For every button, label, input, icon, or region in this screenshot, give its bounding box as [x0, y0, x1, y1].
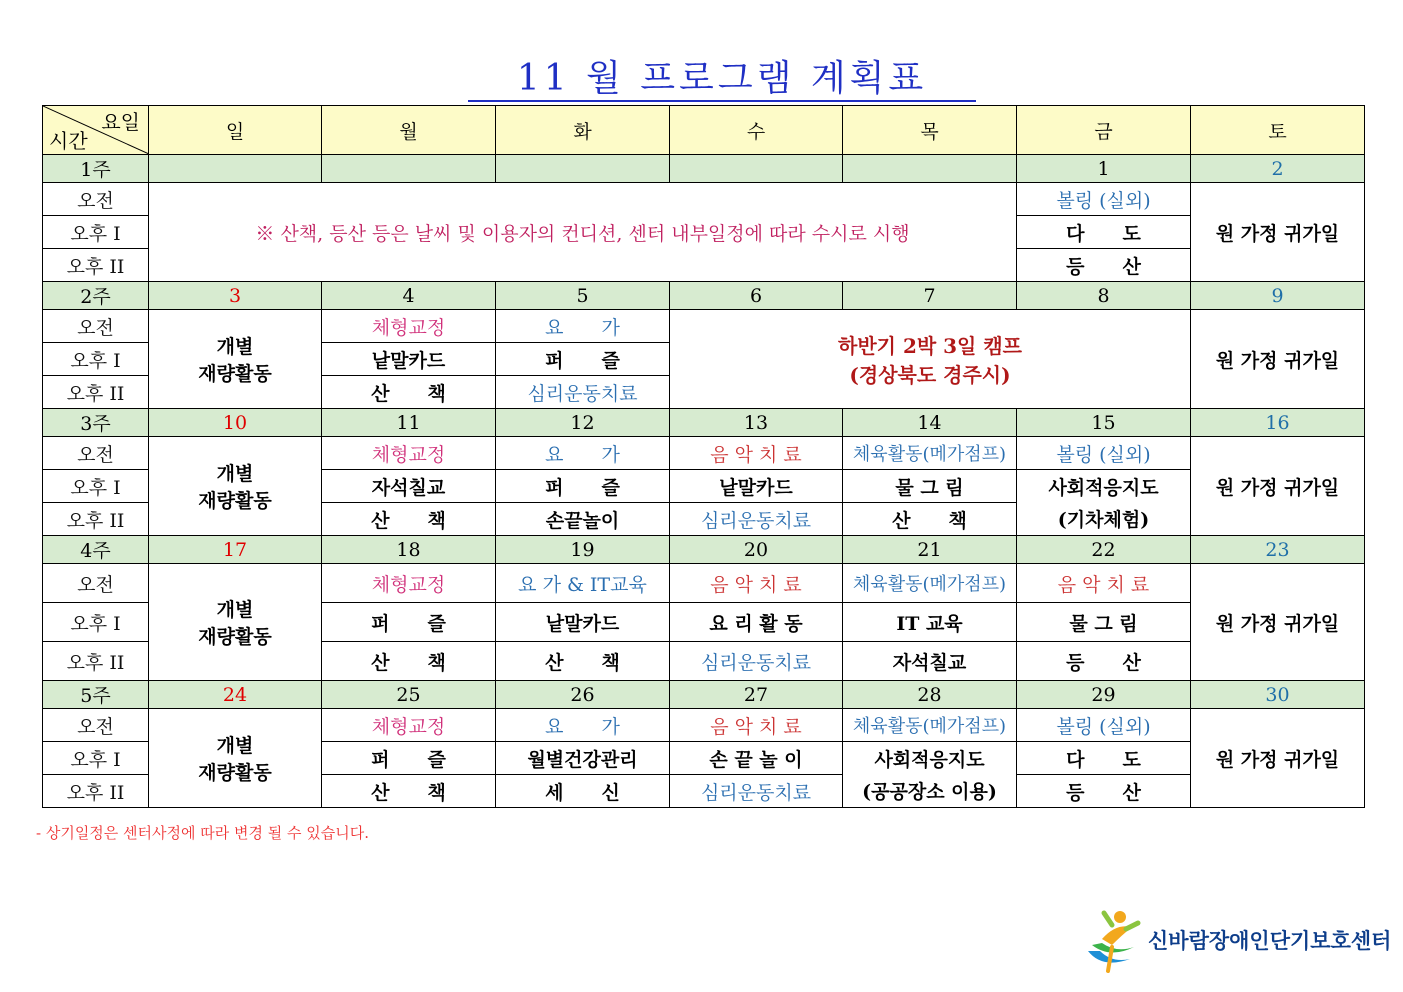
activity-cell: 심리운동치료	[670, 503, 843, 536]
activity-cell: 볼링 (실외)	[1017, 437, 1191, 470]
cell-line: 재량활동	[198, 626, 272, 648]
slot-pm2: 오후 II	[43, 249, 149, 282]
corner-day-label: 요일	[101, 110, 140, 134]
date-cell: 23	[1191, 536, 1365, 564]
activity-cell: 요 가	[496, 437, 670, 470]
footnote: - 상기일정은 센터사정에 따라 변경 될 수 있습니다.	[36, 824, 370, 842]
day-header-row	[43, 106, 1365, 155]
activity-cell: 체육활동(메가점프)	[843, 709, 1017, 742]
activity-cell: 산 책	[322, 775, 496, 808]
cell-line: 개별	[216, 336, 254, 358]
date-cell: 16	[1191, 409, 1365, 437]
date-cell: 10	[149, 409, 322, 437]
week-row-2	[43, 282, 1365, 310]
activity-cell: 심리운동치료	[670, 642, 843, 681]
individual-activity-cell	[149, 310, 322, 409]
date-cell: 26	[496, 681, 670, 709]
activity-cell: (기차체험)	[1017, 503, 1191, 536]
home-return-cell: 원 가정 귀가일	[1191, 709, 1365, 808]
date-cell: 17	[149, 536, 322, 564]
date-cell: 12	[496, 409, 670, 437]
week-label: 1주	[43, 155, 149, 183]
activity-cell: 볼링 (실외)	[1017, 183, 1191, 216]
date-cell: 11	[322, 409, 496, 437]
date-cell: 9	[1191, 282, 1365, 310]
day-thu: 목	[843, 106, 1017, 155]
day-tue: 화	[496, 106, 670, 155]
page-title: 11 월 프로그램 계획표	[516, 58, 928, 99]
title-underline	[468, 100, 976, 102]
activity-cell: 퍼 즐	[322, 603, 496, 642]
activity-cell: 물 그 림	[843, 470, 1017, 503]
activity-cell: (공공장소 이용)	[843, 775, 1017, 808]
activity-cell: 심리운동치료	[670, 775, 843, 808]
date-cell: 29	[1017, 681, 1191, 709]
cell-line: 개별	[216, 735, 254, 757]
activity-cell: 음 악 치 료	[670, 437, 843, 470]
activity-cell: 다 도	[1017, 742, 1191, 775]
activity-cell: 체육활동(메가점프)	[843, 564, 1017, 603]
activity-cell: 체형교정	[322, 709, 496, 742]
date-cell: 27	[670, 681, 843, 709]
activity-cell: 산 책	[322, 642, 496, 681]
slot-am: 오전	[43, 183, 149, 216]
slot-am: 오전	[43, 709, 149, 742]
activity-cell: 음 악 치 료	[1017, 564, 1191, 603]
date-cell	[496, 155, 670, 183]
activity-cell: 등 산	[1017, 642, 1191, 681]
date-cell: 25	[322, 681, 496, 709]
activity-cell: 세 신	[496, 775, 670, 808]
date-cell: 21	[843, 536, 1017, 564]
activity-cell: 낱말카드	[670, 470, 843, 503]
individual-activity-cell	[149, 437, 322, 536]
slot-am: 오전	[43, 564, 149, 603]
slot-pm1: 오후 I	[43, 603, 149, 642]
logo-figure-icon	[1082, 905, 1148, 975]
date-cell: 5	[496, 282, 670, 310]
date-cell: 14	[843, 409, 1017, 437]
slot-pm2: 오후 II	[43, 376, 149, 409]
activity-cell: 요 가 & IT교육	[496, 564, 670, 603]
individual-activity-cell	[149, 709, 322, 808]
date-cell: 24	[149, 681, 322, 709]
activity-cell: 음 악 치 료	[670, 709, 843, 742]
home-return-cell: 원 가정 귀가일	[1191, 564, 1365, 681]
individual-activity-cell	[149, 564, 322, 681]
week-row-3	[43, 409, 1365, 437]
slot-am: 오전	[43, 437, 149, 470]
cell-line: (경상북도 경주시)	[849, 363, 1011, 387]
date-cell: 18	[322, 536, 496, 564]
activity-cell: 월별건강관리	[496, 742, 670, 775]
activity-cell: 낱말카드	[496, 603, 670, 642]
week-row-5	[43, 681, 1365, 709]
date-cell: 19	[496, 536, 670, 564]
date-cell: 15	[1017, 409, 1191, 437]
activity-cell: 체형교정	[322, 310, 496, 343]
date-cell: 6	[670, 282, 843, 310]
activity-cell: 퍼 즐	[322, 742, 496, 775]
slot-pm2: 오후 II	[43, 503, 149, 536]
cell-line: 개별	[216, 599, 254, 621]
date-cell	[843, 155, 1017, 183]
activity-cell: 사회적응지도	[1017, 470, 1191, 503]
activity-cell: 산 책	[843, 503, 1017, 536]
activity-cell: 손끝놀이	[496, 503, 670, 536]
activity-cell: 등 산	[1017, 775, 1191, 808]
slot-am: 오전	[43, 310, 149, 343]
slot-pm1: 오후 I	[43, 470, 149, 503]
activity-cell: 요 가	[496, 709, 670, 742]
activity-cell: 음 악 치 료	[670, 564, 843, 603]
cell-line: 재량활동	[198, 490, 272, 512]
schedule-table	[42, 105, 1365, 808]
camp-cell	[670, 310, 1191, 409]
activity-cell: 등 산	[1017, 249, 1191, 282]
activity-cell: 체형교정	[322, 564, 496, 603]
activity-cell: 체형교정	[322, 437, 496, 470]
day-fri: 금	[1017, 106, 1191, 155]
activity-cell: 다 도	[1017, 216, 1191, 249]
week-row-4	[43, 536, 1365, 564]
week-label: 2주	[43, 282, 149, 310]
activity-cell: 요 가	[496, 310, 670, 343]
activity-cell: 산 책	[496, 642, 670, 681]
activity-cell: 퍼 즐	[496, 470, 670, 503]
date-cell: 1	[1017, 155, 1191, 183]
corner-cell	[43, 106, 149, 155]
week-label: 5주	[43, 681, 149, 709]
home-return-cell: 원 가정 귀가일	[1191, 437, 1365, 536]
date-cell: 20	[670, 536, 843, 564]
activity-cell: 산 책	[322, 503, 496, 536]
date-cell: 7	[843, 282, 1017, 310]
date-cell: 13	[670, 409, 843, 437]
activity-cell: 퍼 즐	[496, 343, 670, 376]
date-cell: 2	[1191, 155, 1365, 183]
activity-cell: 자석칠교	[843, 642, 1017, 681]
activity-cell: 낱말카드	[322, 343, 496, 376]
date-cell	[322, 155, 496, 183]
slot-pm1: 오후 I	[43, 216, 149, 249]
day-mon: 월	[322, 106, 496, 155]
activity-cell: 자석칠교	[322, 470, 496, 503]
notice-cell: ※ 산책, 등산 등은 날씨 및 이용자의 컨디션, 센터 내부일정에 따라 수시로 시행	[149, 183, 1017, 282]
center-logo	[1082, 905, 1392, 975]
activity-cell: 손 끝 놀 이	[670, 742, 843, 775]
date-cell	[149, 155, 322, 183]
slot-pm1: 오후 I	[43, 742, 149, 775]
week-label: 4주	[43, 536, 149, 564]
day-wed: 수	[670, 106, 843, 155]
date-cell: 8	[1017, 282, 1191, 310]
date-cell: 30	[1191, 681, 1365, 709]
cell-line: 하반기 2박 3일 캠프	[838, 334, 1022, 358]
slot-pm2: 오후 II	[43, 642, 149, 681]
day-sat: 토	[1191, 106, 1365, 155]
activity-cell: IT 교육	[843, 603, 1017, 642]
cell-line: 재량활동	[198, 363, 272, 385]
activity-cell: 체육활동(메가점프)	[843, 437, 1017, 470]
activity-cell: 볼링 (실외)	[1017, 709, 1191, 742]
activity-cell: 사회적응지도	[843, 742, 1017, 775]
date-cell: 4	[322, 282, 496, 310]
date-cell: 22	[1017, 536, 1191, 564]
cell-line: 개별	[216, 463, 254, 485]
slot-pm2: 오후 II	[43, 775, 149, 808]
slot-pm1: 오후 I	[43, 343, 149, 376]
activity-cell: 산 책	[322, 376, 496, 409]
corner-time-label: 시간	[49, 129, 88, 153]
day-sun: 일	[149, 106, 322, 155]
date-cell: 28	[843, 681, 1017, 709]
week-label: 3주	[43, 409, 149, 437]
activity-cell: 요 리 활 동	[670, 603, 843, 642]
activity-cell: 심리운동치료	[496, 376, 670, 409]
logo-text: 신바람장애인단기보호센터	[1148, 929, 1392, 953]
date-cell	[670, 155, 843, 183]
home-return-cell: 원 가정 귀가일	[1191, 183, 1365, 282]
activity-cell: 물 그 림	[1017, 603, 1191, 642]
home-return-cell: 원 가정 귀가일	[1191, 310, 1365, 409]
date-cell: 3	[149, 282, 322, 310]
cell-line: 재량활동	[198, 762, 272, 784]
week-row-1	[43, 155, 1365, 183]
